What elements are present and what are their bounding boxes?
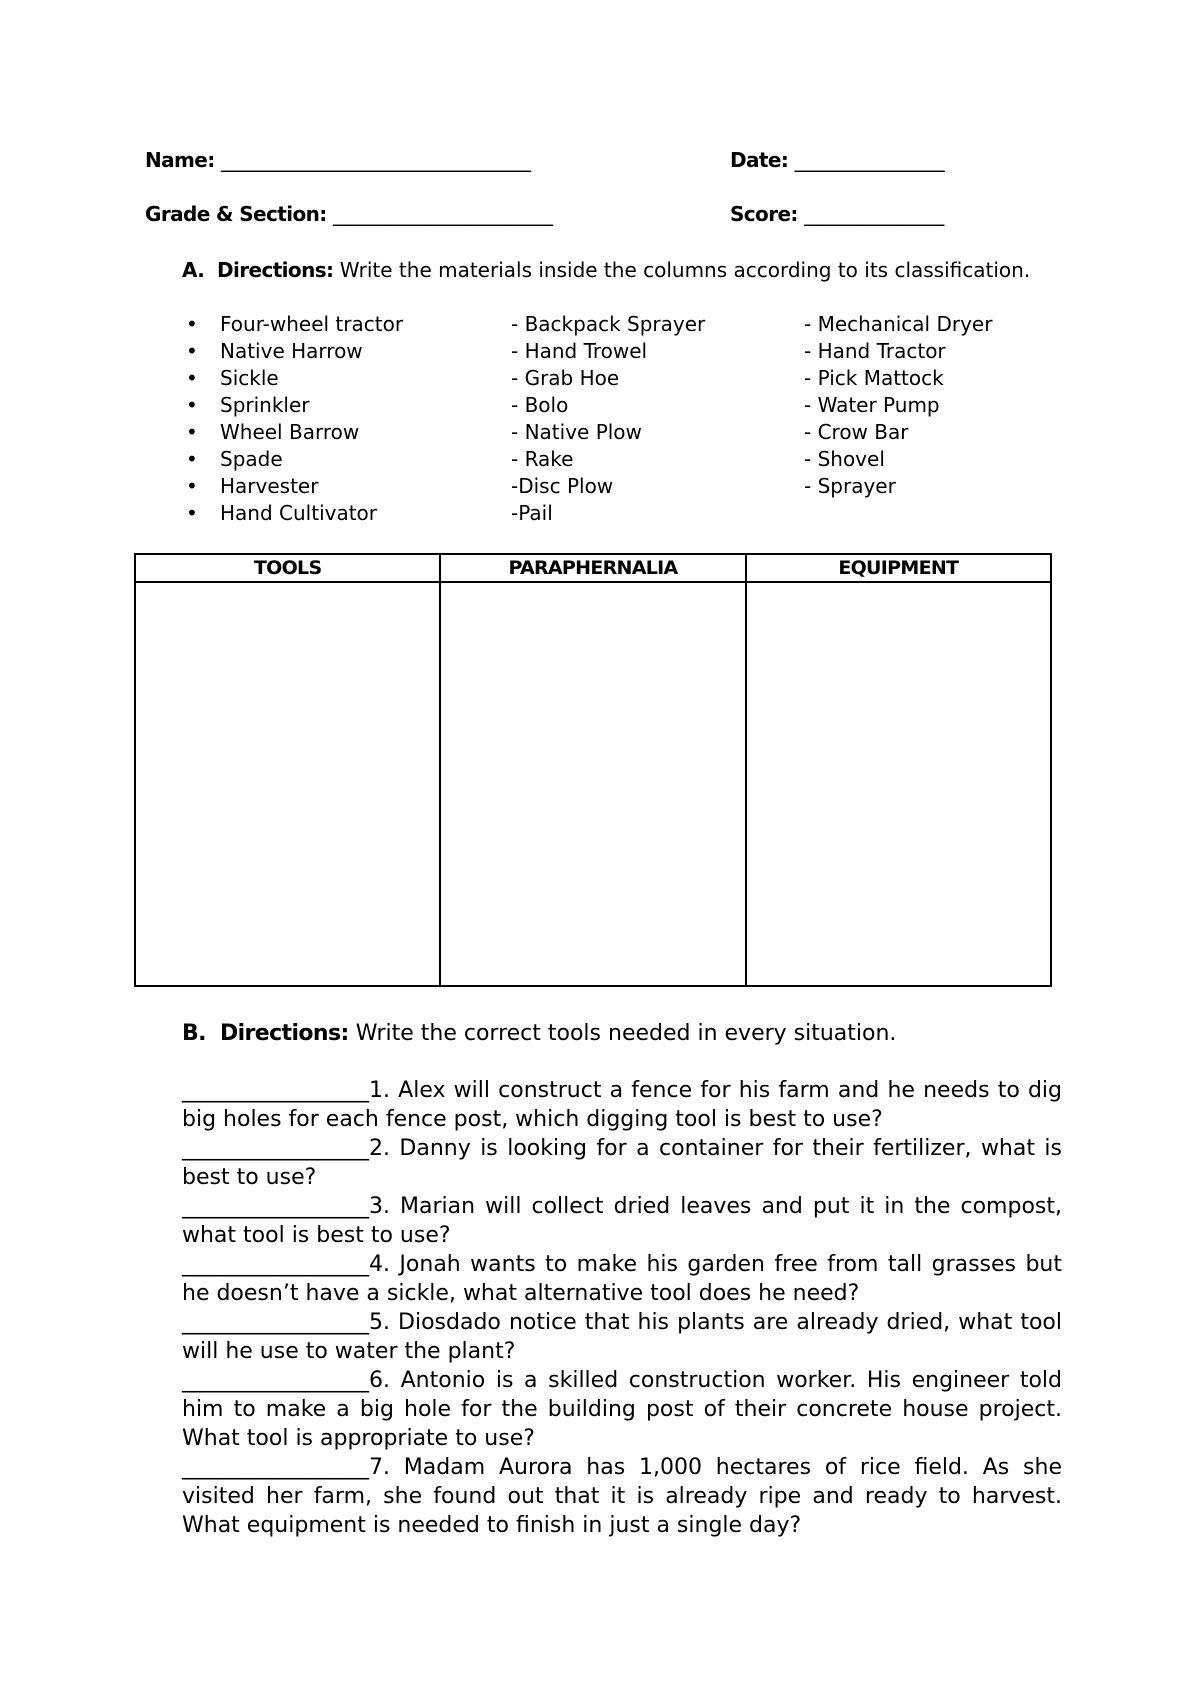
list-item: - Bolo xyxy=(511,393,569,417)
materials-column-1 xyxy=(186,311,403,527)
part-b-letter: B. xyxy=(182,1021,206,1046)
material-label: Wheel Barrow xyxy=(220,420,360,444)
list-item xyxy=(186,473,403,500)
answer-blank[interactable]: _________________ xyxy=(182,1194,369,1219)
bullet-icon: • xyxy=(186,393,198,417)
part-a-directions-text: Write the materials inside the columns according to its classification. xyxy=(339,258,1031,282)
list-item: -Disc Plow xyxy=(511,474,614,498)
bullet-icon: • xyxy=(186,501,198,525)
grade-section-label: Grade & Section: xyxy=(145,202,327,226)
list-item xyxy=(186,365,403,392)
question-text: 5. Diosdado notice that his plants are already dried, what tool will he use to water the plant? xyxy=(182,1310,1062,1364)
list-item: - Native Plow xyxy=(511,420,642,444)
grade-section-blank: ______________________ xyxy=(333,202,554,226)
date-field xyxy=(730,148,945,172)
answer-blank[interactable]: _________________ xyxy=(182,1252,369,1277)
question-list xyxy=(182,1076,1062,1540)
question-text: 1. Alex will construct a fence for his farm and he needs to dig big holes for each fence post, which digging tool is best to use? xyxy=(182,1078,1062,1132)
equipment-answer-cell[interactable] xyxy=(746,582,1051,986)
question-item xyxy=(182,1076,1062,1134)
bullet-icon: • xyxy=(186,366,198,390)
list-item xyxy=(186,338,403,365)
part-a-directions xyxy=(182,258,1030,282)
bullet-icon: • xyxy=(186,474,198,498)
question-text: 6. Antonio is a skilled construction worker. His engineer told him to make a big hole for the building post of their concrete house project. What tool is appropriate to use? xyxy=(182,1368,1062,1451)
part-b-directions-text: Write the correct tools needed in every situation. xyxy=(355,1021,897,1046)
list-item: -Pail xyxy=(511,501,553,525)
bullet-icon: • xyxy=(186,447,198,471)
score-field xyxy=(730,202,944,226)
material-label: Four-wheel tractor xyxy=(220,312,404,336)
date-label: Date: xyxy=(730,148,789,172)
list-item: - Rake xyxy=(511,447,574,471)
list-item: - Hand Tractor xyxy=(804,339,946,363)
score-blank: ______________ xyxy=(804,202,945,226)
list-item xyxy=(186,500,403,527)
question-item xyxy=(182,1453,1062,1540)
part-b-directions-label: Directions: xyxy=(219,1021,349,1046)
part-a-letter: A. xyxy=(182,258,205,282)
list-item: - Grab Hoe xyxy=(511,366,620,390)
name-field xyxy=(145,148,531,172)
table-row xyxy=(135,582,1051,986)
part-a-directions-label: Directions: xyxy=(216,258,334,282)
question-text: 7. Madam Aurora has 1,000 hectares of rice field. As she visited her farm, she found out that it is already ripe and ready to harvest. What equipment is needed to finish in just a single day? xyxy=(182,1455,1062,1538)
question-text: 4. Jonah wants to make his garden free from tall grasses but he doesn’t have a sickle, what alternative tool does he need? xyxy=(182,1252,1062,1306)
answer-blank[interactable]: _________________ xyxy=(182,1455,369,1480)
answer-blank[interactable]: _________________ xyxy=(182,1368,369,1393)
classification-table xyxy=(134,553,1052,987)
bullet-icon: • xyxy=(186,339,198,363)
question-item xyxy=(182,1192,1062,1250)
material-label: Sickle xyxy=(220,366,279,390)
part-b-directions xyxy=(182,1021,896,1046)
answer-blank[interactable]: _________________ xyxy=(182,1310,369,1335)
name-blank: _______________________________ xyxy=(221,148,532,172)
list-item: - Backpack Sprayer xyxy=(511,312,706,336)
bullet-icon: • xyxy=(186,420,198,444)
list-item xyxy=(186,446,403,473)
materials-column-3 xyxy=(804,311,992,500)
paraphernalia-column-header: PARAPHERNALIA xyxy=(440,554,745,582)
materials-column-2 xyxy=(511,311,705,527)
name-label: Name: xyxy=(145,148,215,172)
paraphernalia-answer-cell[interactable] xyxy=(440,582,745,986)
table-header-row xyxy=(135,554,1051,582)
score-label: Score: xyxy=(730,202,798,226)
list-item: - Water Pump xyxy=(804,393,940,417)
question-text: 3. Marian will collect dried leaves and put it in the compost, what tool is best to use? xyxy=(182,1194,1062,1248)
material-label: Spade xyxy=(220,447,283,471)
date-blank: _______________ xyxy=(794,148,945,172)
list-item: - Crow Bar xyxy=(804,420,909,444)
material-label: Native Harrow xyxy=(220,339,363,363)
list-item: - Pick Mattock xyxy=(804,366,944,390)
question-item xyxy=(182,1134,1062,1192)
tools-answer-cell[interactable] xyxy=(135,582,440,986)
question-item xyxy=(182,1366,1062,1453)
question-item xyxy=(182,1308,1062,1366)
grade-section-field xyxy=(145,202,553,226)
question-item xyxy=(182,1250,1062,1308)
material-label: Harvester xyxy=(220,474,319,498)
question-text: 2. Danny is looking for a container for their fertilizer, what is best to use? xyxy=(182,1136,1062,1190)
answer-blank[interactable]: _________________ xyxy=(182,1078,369,1103)
list-item: - Shovel xyxy=(804,447,885,471)
material-label: Sprinkler xyxy=(220,393,310,417)
list-item xyxy=(186,392,403,419)
list-item xyxy=(186,419,403,446)
list-item: - Sprayer xyxy=(804,474,896,498)
answer-blank[interactable]: _________________ xyxy=(182,1136,369,1161)
list-item xyxy=(186,311,403,338)
list-item: - Hand Trowel xyxy=(511,339,648,363)
material-label: Hand Cultivator xyxy=(220,501,378,525)
tools-column-header: TOOLS xyxy=(135,554,440,582)
bullet-icon: • xyxy=(186,312,198,336)
equipment-column-header: EQUIPMENT xyxy=(746,554,1051,582)
list-item: - Mechanical Dryer xyxy=(804,312,993,336)
